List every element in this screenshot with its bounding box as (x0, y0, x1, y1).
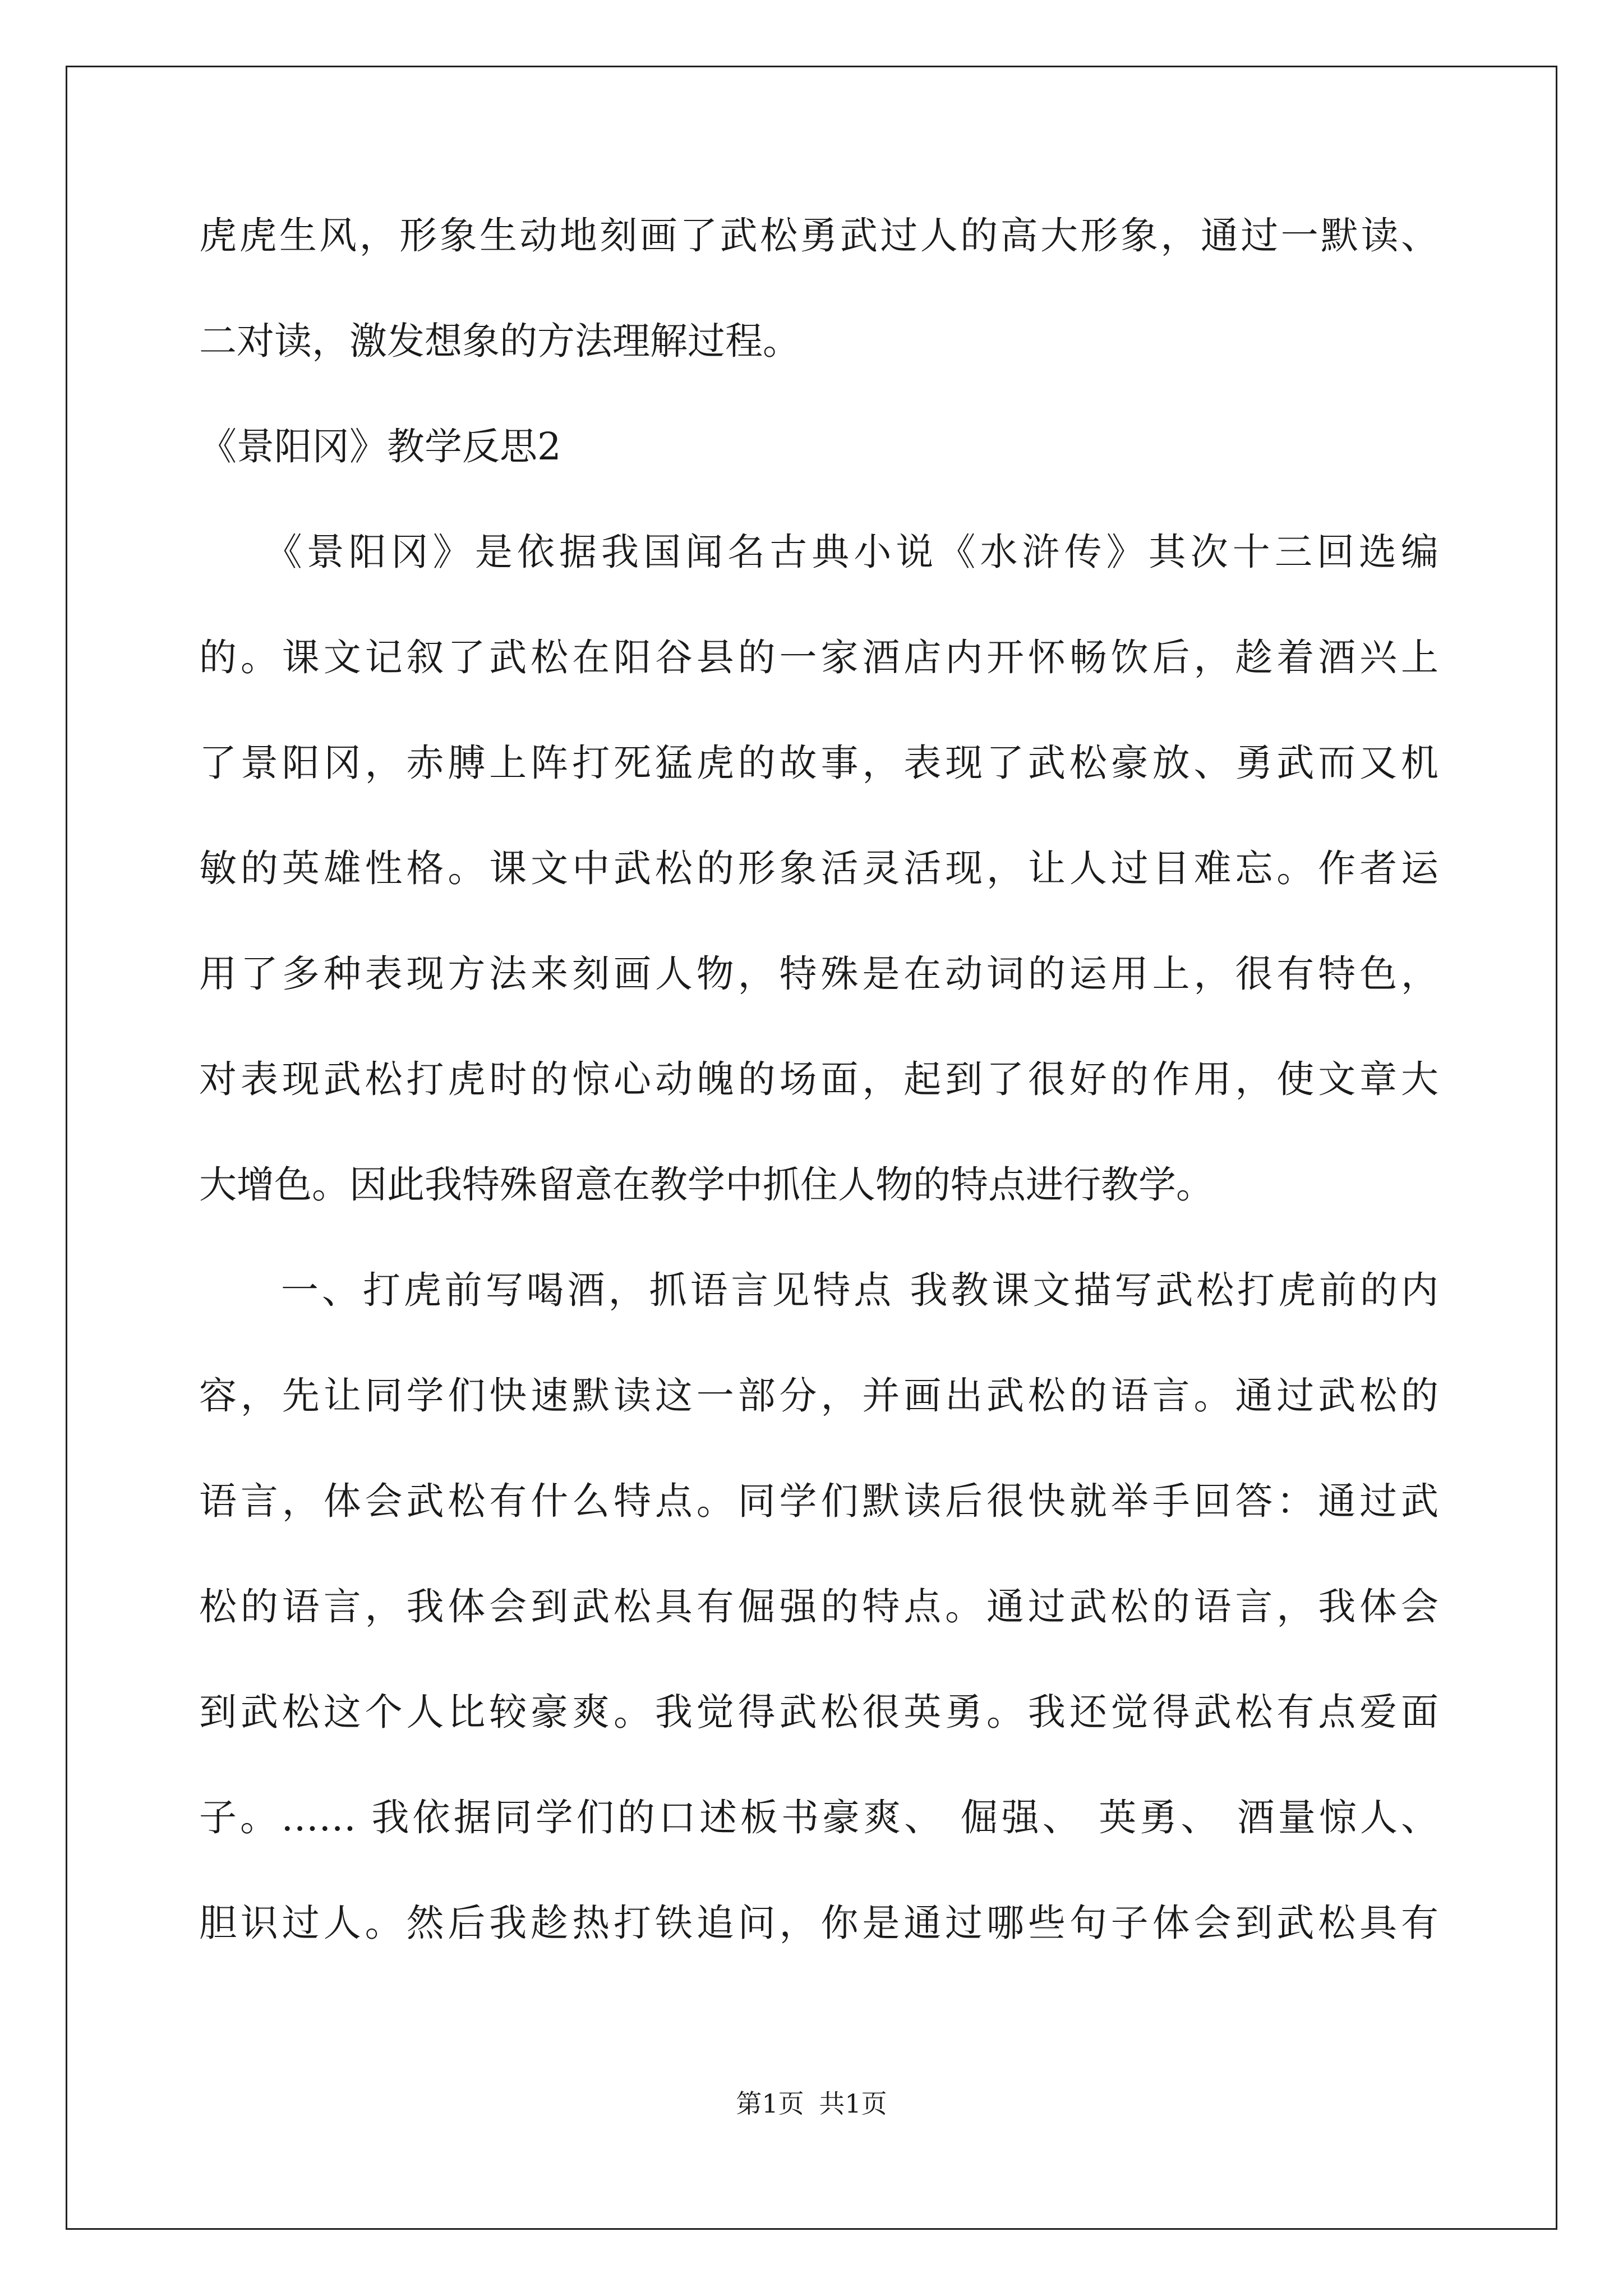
text-line-15: 到武松这个人比较豪爽。我觉得武松很英勇。我还觉得武松有点爱面 (199, 1690, 1438, 1734)
text-line-10: 大增色。因此我特殊留意在教学中抓住人物的特点进行教学。 (199, 1163, 1214, 1207)
document-body (199, 209, 1438, 2001)
text-line-17: 胆识过人。然后我趁热打铁追问，你是通过哪些句子体会到武松具有 (199, 1901, 1438, 1945)
page-number-total: 共1页 (819, 2088, 887, 2119)
text-line-12: 容，先让同学们快速默读这一部分，并画出武松的语言。通过武松的 (199, 1374, 1438, 1418)
page-number-current: 第1页 (736, 2088, 804, 2119)
text-line-5: 的。课文记叙了武松在阳谷县的一家酒店内开怀畅饮后，趁着酒兴上 (199, 636, 1438, 679)
section-heading: 《景阳冈》教学反思2 (199, 425, 561, 468)
text-line-16: 子。…… 我依据同学们的口述板书豪爽、 倔强、 英勇、 酒量惊人、 (199, 1796, 1438, 1839)
text-line-7: 敏的英雄性格。课文中武松的形象活灵活现，让人过目难忘。作者运 (199, 846, 1438, 890)
text-line-6: 了景阳冈，赤膊上阵打死猛虎的故事，表现了武松豪放、勇武而又机 (199, 741, 1438, 785)
text-line-1: 虎虎生风，形象生动地刻画了武松勇武过人的高大形象，通过一默读、 (199, 214, 1438, 257)
page-footer (0, 2087, 1623, 2120)
text-line-11: 一、打虎前写喝酒，抓语言见特点 我教课文描写武松打虎前的内 (199, 1268, 1438, 1312)
text-line-9: 对表现武松打虎时的惊心动魄的场面，起到了很好的作用，使文章大 (199, 1057, 1438, 1101)
text-line-14: 松的语言，我体会到武松具有倔强的特点。通过武松的语言，我体会 (199, 1585, 1438, 1628)
text-line-4: 《景阳冈》是依据我国闻名古典小说《水浒传》其次十三回选编 (199, 530, 1438, 574)
text-line-13: 语言，体会武松有什么特点。同学们默读后很快就举手回答：通过武 (199, 1479, 1438, 1523)
text-line-8: 用了多种表现方法来刻画人物，特殊是在动词的运用上，很有特色， (199, 952, 1438, 996)
text-line-2: 二对读，激发想象的方法理解过程。 (199, 319, 800, 363)
